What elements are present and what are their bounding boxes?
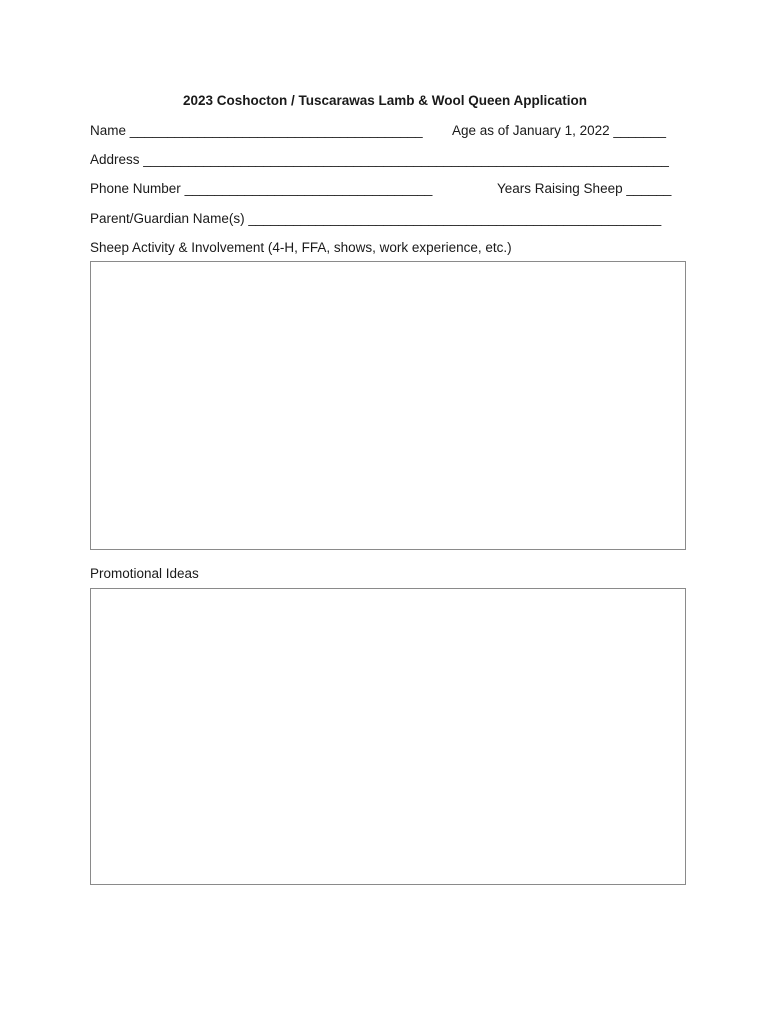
name-row [90, 123, 423, 139]
promo-textbox[interactable] [90, 588, 686, 885]
age-label: Age as of January 1, 2022 [452, 123, 610, 138]
age-row [452, 123, 666, 139]
years-label: Years Raising Sheep [497, 181, 623, 196]
address-field[interactable]: ______________________________________________________________________ [143, 152, 669, 167]
age-field[interactable]: _______ [613, 123, 666, 138]
phone-label: Phone Number [90, 181, 181, 196]
activity-label: Sheep Activity & Involvement (4-H, FFA, shows, work experience, etc.) [90, 240, 512, 255]
phone-row [90, 181, 432, 197]
parent-field[interactable]: _______________________________________________________ [248, 211, 662, 226]
activity-textbox[interactable] [90, 261, 686, 550]
parent-row [90, 211, 661, 227]
years-row [497, 181, 671, 197]
phone-field[interactable]: _________________________________ [184, 181, 433, 196]
years-field[interactable]: ______ [626, 181, 672, 196]
address-row [90, 152, 669, 168]
name-field[interactable]: _______________________________________ [129, 123, 423, 138]
promo-label: Promotional Ideas [90, 566, 199, 581]
address-label: Address [90, 152, 140, 167]
parent-label: Parent/Guardian Name(s) [90, 211, 245, 226]
name-label: Name [90, 123, 127, 138]
form-title: 2023 Coshocton / Tuscarawas Lamb & Wool Queen Application [182, 93, 588, 108]
